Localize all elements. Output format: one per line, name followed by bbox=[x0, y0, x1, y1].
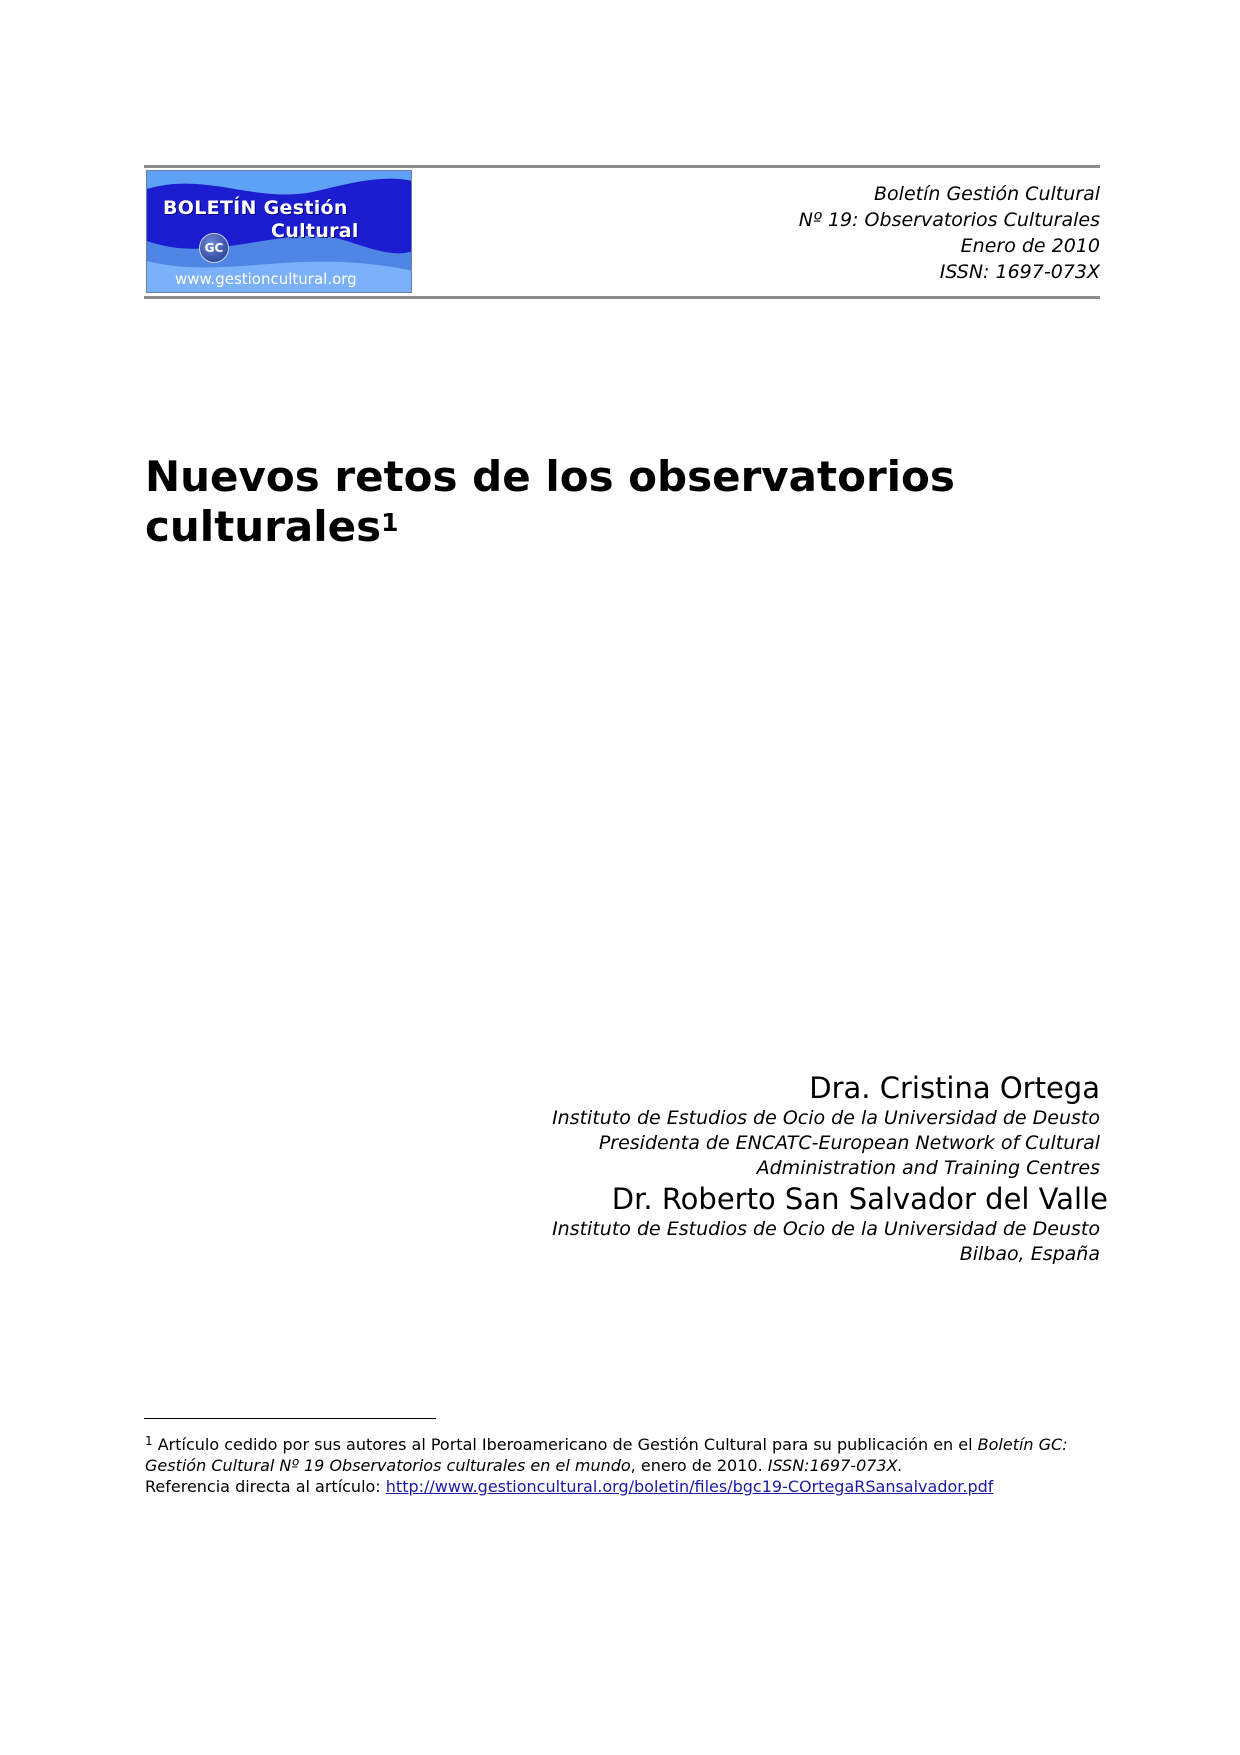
header-bulletin-name: Boletín Gestión Cultural bbox=[874, 183, 1100, 205]
footnote-em1: Boletín GC: Gestión Cultural Nº 19 Observatorios culturales en el mundo bbox=[145, 1435, 1068, 1475]
logo-title bbox=[163, 197, 359, 243]
author1-affil3: Administration and Training Centres bbox=[756, 1157, 1100, 1179]
author1-affil1: Instituto de Estudios de Ocio de la Universidad de Deusto bbox=[552, 1107, 1100, 1129]
header-top-rule bbox=[144, 165, 1100, 168]
footnote-text1: Artículo cedido por sus autores al Portal Iberoamericano de Gestión Cultural para su publicación en el bbox=[152, 1435, 978, 1454]
header-issn: ISSN: 1697-073X bbox=[939, 261, 1100, 283]
title-line2: culturales bbox=[145, 502, 382, 551]
bulletin-header bbox=[144, 165, 1100, 301]
logo-url: www.gestioncultural.org bbox=[175, 270, 357, 288]
title-line1: Nuevos retos de los observatorios bbox=[145, 452, 955, 501]
footnote-text2: , enero de 2010. bbox=[630, 1456, 768, 1475]
header-date: Enero de 2010 bbox=[960, 235, 1100, 257]
footnote-ref-label: Referencia directa al artículo: bbox=[145, 1477, 386, 1496]
header-info bbox=[799, 181, 1100, 285]
footnote bbox=[145, 1434, 1105, 1497]
header-issue: Nº 19: Observatorios Culturales bbox=[798, 209, 1100, 231]
article-title bbox=[145, 452, 1105, 552]
logo-badge: GC bbox=[199, 233, 229, 263]
logo-title-line1: BOLETÍN Gestión bbox=[163, 197, 348, 219]
authors-block bbox=[400, 1070, 1108, 1267]
author2-affil1: Instituto de Estudios de Ocio de la Universidad de Deusto bbox=[552, 1218, 1100, 1240]
logo-title-line2: Cultural bbox=[271, 220, 359, 242]
author2-name: Dr. Roberto San Salvador del Valle bbox=[611, 1182, 1108, 1216]
header-bottom-rule bbox=[144, 296, 1100, 299]
footnote-separator bbox=[144, 1418, 436, 1419]
author2-affil2: Bilbao, España bbox=[959, 1243, 1100, 1265]
footnote-article-link[interactable]: http://www.gestioncultural.org/boletin/files/bgc19-COrtegaRSansalvador.pdf bbox=[385, 1477, 994, 1496]
author1-name: Dra. Cristina Ortega bbox=[809, 1071, 1100, 1105]
author1-affil2: Presidenta de ENCATC-European Network of Cultural bbox=[598, 1132, 1100, 1154]
footnote-mark: 1 bbox=[145, 1434, 153, 1448]
footnote-em2: ISSN:1697-073X. bbox=[767, 1456, 903, 1475]
bulletin-logo bbox=[146, 170, 412, 293]
title-footnote-mark[interactable]: 1 bbox=[381, 508, 399, 537]
